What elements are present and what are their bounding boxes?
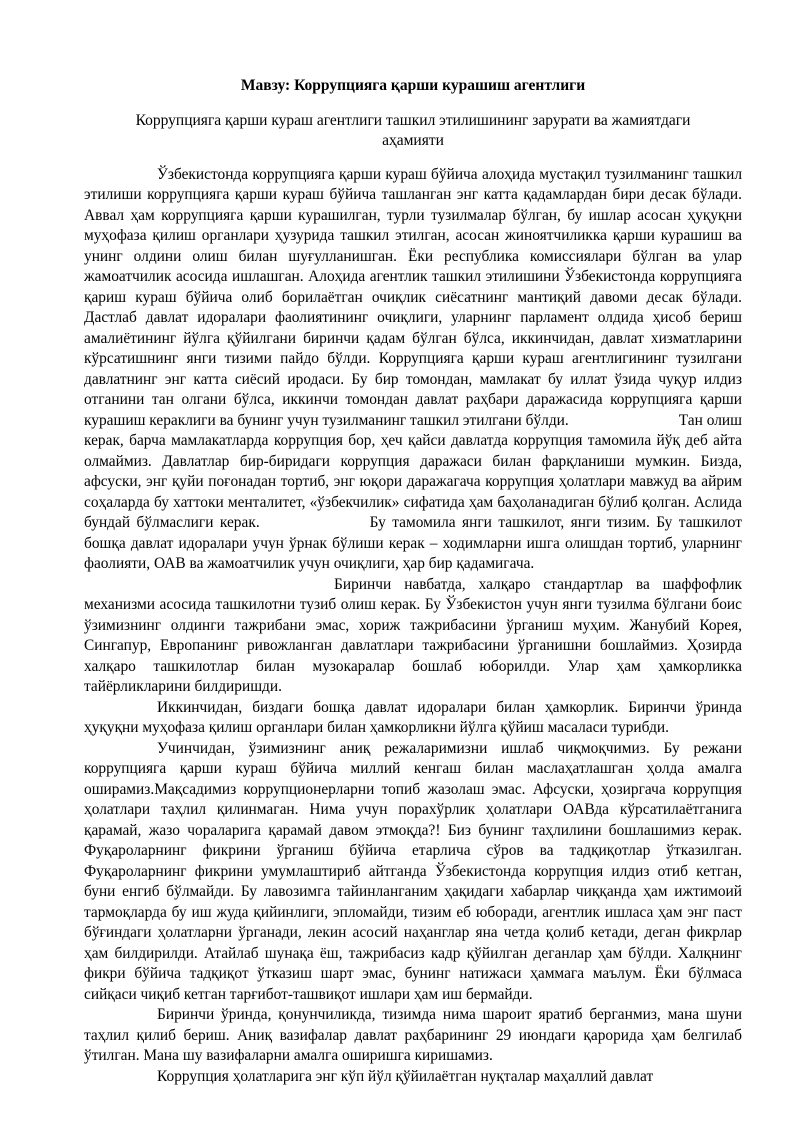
document-subtitle: Коррупцияга қарши кураш агентлиги ташкил этилишининг зарурати ва жамиятдаги аҳамияти — [135, 111, 691, 149]
paragraph-1 — [84, 165, 742, 575]
paragraph-text: Биринчи навбатда, халқаро стандартлар ва шаффофлик механизми асосида ташкилотни тузиб олиш керак. Бу Ўзбекистон учун янги тузилма бўлгани боис ўзимизнинг олдинги тажрибани эмас, хориж тажрибасини ўрганиш муҳим. Жанубий Корея, Сингапур, Европанинг ривожланган давлатлари тажрибасини ўрганишни бошлаймиз. Ҳозирда халқаро ташкилотлар билан музокаралар бошлаб юборилди. Улар ҳам ҳамкорликка тайёрликларини билдиришди. — [84, 575, 742, 695]
paragraph-6: Коррупция ҳолатларига энг кўп йўл қўйилаётган нуқталар маҳаллий давлат — [157, 1067, 654, 1085]
paragraph-text: Бу тамомила янги ташкилот, янги тизим. Бу ташкилот бошқа давлат идоралари учун ўрнак бўлиши керак – ходимларни ишга олишдан тортиб, уларнинг фаолияти, ОАВ ва жамоатчилик учун очиқлиги, ҳар бир қадамигача. — [84, 514, 743, 572]
paragraph-2 — [84, 575, 742, 698]
paragraph-text: Тан олиш керак, барча мамлакатларда коррупция бор, ҳеч қайси давлатда коррупция тамомила йўқ деб айта олмаймиз. Давлатлар бир-биридаги коррупция даражаси билан фарқланиши мумкин. Бизда, афсуски, энг қуйи поғонадан тортиб, энг юқори даражагача коррупция ҳолатлари мавжуд ва айрим соҳаларда бу хаттоки менталитет, «ўзбекчилик» сифатида ҳам баҳоланадиган бўлиб қолган. Аслида бундай бўлмаслиги керак. — [84, 411, 742, 531]
paragraph-3: Иккинчидан, биздаги бошқа давлат идоралари билан ҳамкорлик. Биринчи ўринда ҳуқуқни муҳофаза қилиш органлари билан ҳамкорликни йўлга қўйиш масаласи турибди. — [84, 698, 742, 736]
document-title: Мавзу: Коррупцияга қарши курашиш агентлиги — [240, 77, 586, 94]
paragraph-5: Биринчи ўринда, қонунчиликда, тизимда нима шароит яратиб берганмиз, мана шуни таҳлил қилиб бериш. Аниқ вазифалар давлат раҳбарининг 29 июндаги қарорида ҳам белгилаб ўтилган. Мана шу вазифаларни амалга оширишга киришамиз. — [84, 1006, 742, 1064]
paragraph-text: Ўзбекистонда коррупцияга қарши кураш бўйича алоҳида мустақил тузилманинг ташкил этилиши коррупцияга қарши кураш бўйича ташланган энг катта қадамлардан бири десак бўлади. Аввал ҳам коррупцияга қарши курашилган, турли тузилмалар бўлган, бу ишлар асосан ҳуқуқни муҳофаза қилиш органлари ҳузурида ташкил этилган, асосан жиноятчиликка қарши курашиш ва унинг олдини олиш билан шуғулланишган. Ёки республика комиссиялари бўлган ва улар жамоатчилик асосида ишлашган. Алоҳида агентлик ташкил этилишини Ўзбекистонда коррупцияга қариш кураш бўйича олиб борилаётган очиқлик сиёсатнинг мантиқий давоми десак бўлади. Дастлаб давлат идоралари фаолиятининг очиқлиги, уларнинг парламент олдида ҳисоб бериш амалиётининг йўлга қўйилгани биринчи қадам бўлган бўлса, иккинчидан, давлат хизматларини кўрсатишнинг янги тизими пайдо бўлди. Коррупцияга қарши кураш агентлигининг тузилгани давлатнинг энг катта сиёсий иродаси. Бу бир томондан, мамлакат бу иллат ўзида чуқур илдиз отганини тан олгани бўлса, иккинчи томондан давлат раҳбари даражасида коррупцияга қарши курашиш кераклиги ва бунинг учун тузилманинг ташкил этилгани бўлди. — [84, 165, 742, 429]
paragraph-4: Учинчидан, ўзимизнинг аниқ режаларимизни ишлаб чиқмоқчимиз. Бу режани коррупцияга қарши кураш бўйича миллий кенгаш билан маслаҳатлашган ҳолда амалга оширамиз.Мақсадимиз коррупционерларни топиб жазолаш эмас. Афсуски, ҳозиргача коррупция ҳолатлари таҳлил қилинмаган. Нима учун порахўрлик ҳолатлари ОАВда кўрсатилаётганига қарамай, жазо чораларига қарамай давом этмоқда?! Биз бунинг таҳлилини бошлашимиз керак. Фуқароларнинг фикрини ўрганиш бўйича етарлича сўров ва тадқиқотлар ўтказилган. Фуқароларнинг фикрини умумлаштириб айтганда Ўзбекистонда коррупция илдиз отиб кетган, буни енгиб бўлмайди. Бу лавозимга тайинланганим ҳақидаги хабарлар чиққанда ҳам ижтимоий тармоқларда бу иш жуда қийинлиги, эпломайди, тизим еб юборади, агентлик ишласа ҳам энг паст бўғиндаги ҳолатларни ўрганади, лекин асосий наҳанглар яна четда қолиб кетади, деган фикрлар ҳам билдирилди. Атайлаб шунақа ёш, тажрибасиз кадр қўйилган деганлар ҳам бўлди. Халқнинг фикри бўйича тадқиқот ўтказиш шарт эмас, бунинг натижаси ҳаммага маълум. Ёки бўлмаса сийқаси чиқиб кетган тарғибот-ташвиқот ишлари ҳам иш бермайди. — [84, 739, 742, 1003]
